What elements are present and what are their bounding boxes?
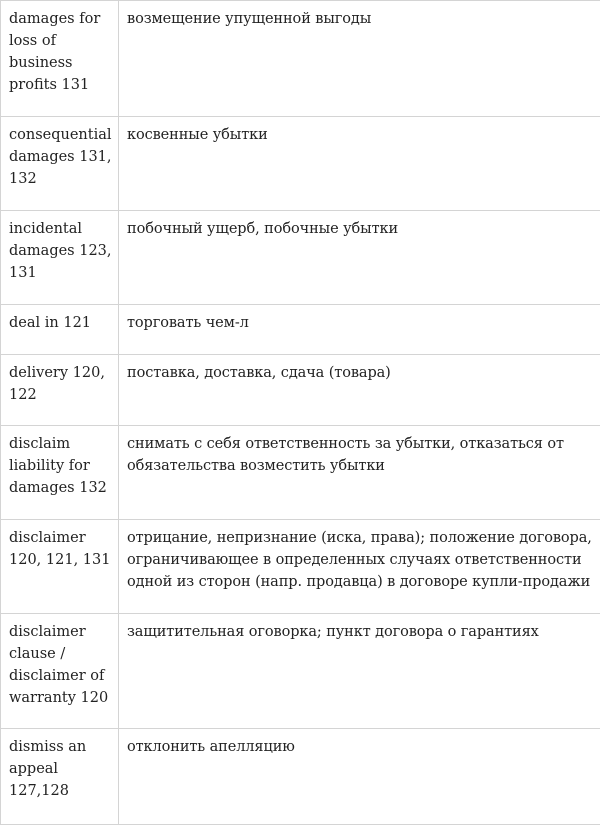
table-row [1, 1, 600, 117]
definition-cell [119, 355, 600, 426]
table-row [1, 729, 600, 825]
definition-cell [119, 729, 600, 825]
table-row [1, 614, 600, 729]
definition-text: косвенные убытки [127, 127, 268, 143]
term-cell [1, 520, 119, 614]
term-text: disclaim liability for damages 132 [9, 436, 107, 496]
table-row [1, 520, 600, 614]
definition-text: защитительная оговорка; пункт договора о гарантиях [127, 624, 539, 640]
definition-text: торговать чем-л [127, 315, 249, 331]
term-text: incidental damages 123, 131 [9, 221, 112, 281]
term-text: deal in 121 [9, 315, 92, 331]
term-text: disclaimer clause / disclaimer of warranty 120 [9, 624, 109, 706]
term-text: consequential damages 131, 132 [9, 127, 112, 187]
term-text: damages for loss of business profits 131 [9, 11, 101, 93]
table-row [1, 355, 600, 426]
definition-text: снимать с себя ответственность за убытки, отказаться от обязательства возместить убытки [127, 436, 564, 474]
term-text: disclaimer 120, 121, 131 [9, 530, 111, 568]
definition-cell [119, 520, 600, 614]
definition-cell [119, 1, 600, 117]
definition-cell [119, 426, 600, 520]
definition-text: отклонить апелляцию [127, 739, 295, 755]
term-cell [1, 305, 119, 355]
table-row [1, 426, 600, 520]
definition-text: отрицание, непризнание (иска, права); положение договора, ограничивающее в определенных случаях ответственности одной из сторон (напр. продавца) в договоре купли-продажи [127, 530, 592, 590]
table-row [1, 117, 600, 211]
definition-cell [119, 117, 600, 211]
table-row [1, 305, 600, 355]
definition-cell [119, 614, 600, 729]
term-text: dismiss an appeal 127,128 [9, 739, 87, 799]
term-cell [1, 355, 119, 426]
term-cell [1, 729, 119, 825]
term-cell [1, 426, 119, 520]
definition-text: возмещение упущенной выгоды [127, 11, 372, 27]
table-row [1, 211, 600, 305]
definition-cell [119, 211, 600, 305]
definition-text: поставка, доставка, сдача (товара) [127, 365, 391, 381]
term-text: delivery 120, 122 [9, 365, 105, 403]
term-cell [1, 1, 119, 117]
definition-text: побочный ущерб, побочные убытки [127, 221, 399, 237]
term-cell [1, 211, 119, 305]
term-cell [1, 117, 119, 211]
term-cell [1, 614, 119, 729]
definition-cell [119, 305, 600, 355]
